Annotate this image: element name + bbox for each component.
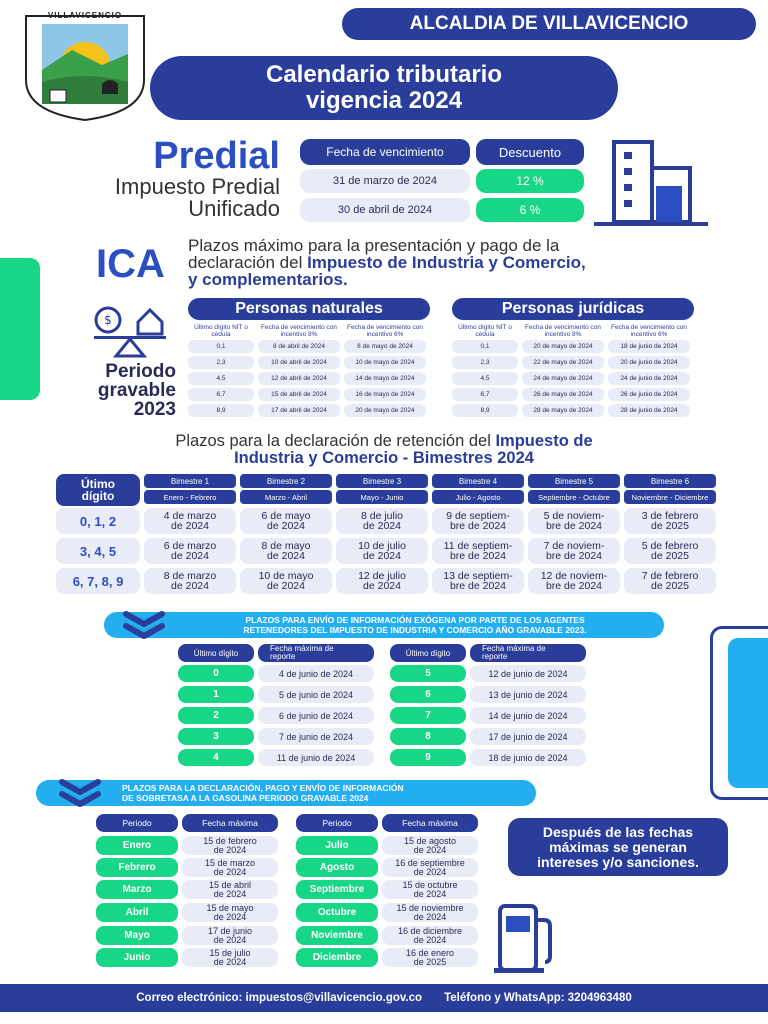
balance-icon (90, 302, 170, 358)
naturales-row-1-cell-3: 8 de mayo de 2024 (344, 340, 426, 353)
retencion-date-line1: 7 de noviem- (543, 540, 605, 552)
sobretasa-left-row-6-period: Junio (96, 948, 178, 967)
retencion-date-line2: de 2025 (651, 520, 689, 532)
exogena-left-row-1-date: 4 de junio de 2024 (258, 665, 374, 682)
ica-description (188, 237, 708, 288)
exogena-left-row-3-date: 6 de junio de 2024 (258, 707, 374, 724)
exogena-left-row-4-date: 7 de junio de 2024 (258, 728, 374, 745)
ica-desc-line2 (188, 254, 708, 271)
sobretasa-date-line2: de 2025 (413, 956, 447, 967)
exogena-right-row-2-date: 13 de junio de 2024 (470, 686, 586, 703)
ica-period-3: 2023 (133, 399, 176, 420)
sobretasa-right-row-4-period: Octubre (296, 903, 378, 922)
exogena-right-row-4-digit: 8 (390, 728, 466, 745)
ica-title: ICA (96, 242, 165, 286)
predial-col-discount-label: Descuento (498, 144, 562, 160)
retencion-date-line2: de 2024 (267, 550, 305, 562)
sobretasa-date-line2: de 2024 (213, 844, 247, 855)
sobretasa-left-col-date: Fecha máxima (182, 814, 278, 832)
retencion-row-2-date-1 (144, 538, 236, 564)
seal-text: VILLAVICENCIO (47, 11, 123, 20)
retencion-row-1-date-3 (336, 508, 428, 534)
sobretasa-banner-line1: PLAZOS PARA LA DECLARACIÓN, PAGO Y ENVÍO DE INFORMACIÓN (122, 783, 404, 793)
ica-desc-line1: Plazos máximo para la presentación y pago de la (188, 236, 560, 255)
sobretasa-date-line1: 16 de diciembre (397, 925, 463, 936)
naturales-row-5-cell-2: 17 de abril de 2024 (258, 404, 340, 417)
retencion-date-line2: de 2024 (171, 520, 209, 532)
notice-line2: máximas se generan (549, 838, 687, 855)
retencion-date-line2: bre de 2024 (545, 520, 603, 532)
juridicas-title-text: Personas jurídicas (501, 300, 645, 317)
sobretasa-date-line2: de 2024 (213, 956, 247, 967)
sobretasa-right-col-date: Fecha máxima (382, 814, 478, 832)
title-line1: Calendario tributario (265, 61, 503, 88)
naturales-row-3-cell-3: 14 de mayo de 2024 (344, 372, 426, 385)
sobretasa-right-row-3-date (382, 880, 478, 899)
exogena-banner-line1: PLAZOS PARA ENVÍO DE INFORMACIÓN EXÓGENA POR PARTE DE LOS AGENTES (245, 615, 585, 625)
bimestre-3-months: Mayo - Junio (336, 490, 428, 504)
retencion-title (60, 433, 708, 467)
sobretasa-date-line2: de 2024 (413, 866, 447, 877)
sobretasa-left-row-5-period: Mayo (96, 926, 178, 945)
exogena-right-row-1-date: 12 de junio de 2024 (470, 665, 586, 682)
retencion-row-1-date-2 (240, 508, 332, 534)
retencion-title-a: Plazos para la declaración de retención del (175, 432, 496, 450)
sobretasa-date-line1: 16 de enero (405, 947, 455, 958)
naturales-header-2: Fecha de vencimiento con incentivo 8% (261, 324, 337, 338)
juridicas-header-2: Fecha de vencimiento con incentivo 8% (525, 324, 601, 338)
exogena-right-row-3-date: 14 de junio de 2024 (470, 707, 586, 724)
juridicas-title (452, 298, 694, 320)
exogena-right-col-date-1: Fecha máxima de (482, 644, 546, 653)
title-line2: vigencia 2024 (305, 87, 463, 114)
retencion-date-line1: 10 de julio (358, 540, 406, 552)
bimestre-4-name: Bimestre 4 (432, 474, 524, 488)
right-accent-outline (710, 626, 768, 800)
bimestre-6-name: Bimestre 6 (624, 474, 716, 488)
chevron-down-icon (56, 778, 104, 808)
ica-period-1: Periodo (105, 361, 176, 382)
sobretasa-date-line2: de 2024 (213, 911, 247, 922)
footer-bar (0, 984, 768, 1012)
retencion-row-3-date-6 (624, 568, 716, 594)
sobretasa-right-row-6-date (382, 948, 478, 967)
ica-desc-line2-a: declaración del (188, 253, 308, 272)
city-seal (22, 10, 148, 122)
juridicas-row-3-cell-3: 24 de junio de 2024 (608, 372, 690, 385)
footer-email[interactable]: Correo electrónico: impuestos@villavicencio.gov.co (136, 992, 423, 1004)
sobretasa-right-row-1-date (382, 836, 478, 855)
retencion-date-line1: 5 de febrero (641, 540, 699, 552)
naturales-row-4-cell-2: 15 de abril de 2024 (258, 388, 340, 401)
exogena-left-row-1-digit: 0 (178, 665, 254, 682)
retencion-row-3-digits: 6, 7, 8, 9 (56, 568, 140, 594)
sobretasa-date-line1: 15 de mayo (206, 902, 254, 913)
title-banner (150, 56, 618, 120)
retencion-date-line2: bre de 2024 (449, 550, 507, 562)
sobretasa-date-line2: de 2024 (213, 866, 247, 877)
retencion-row-3-date-2 (240, 568, 332, 594)
sobretasa-right-row-2-date (382, 858, 478, 877)
exogena-banner (104, 612, 664, 638)
exogena-right-row-5-digit: 9 (390, 749, 466, 766)
ica-period (60, 362, 176, 419)
naturales-row-2-cell-1: 2,3 (188, 356, 254, 369)
retencion-date-line1: 6 de mayo (261, 510, 311, 522)
juridicas-header-1: Último dígito NIT o cédula (458, 324, 512, 338)
juridicas-row-3-cell-2: 24 de mayo de 2024 (522, 372, 604, 385)
exogena-right-row-3-digit: 7 (390, 707, 466, 724)
sobretasa-left-row-2-period: Febrero (96, 858, 178, 877)
juridicas-row-5-cell-3: 28 de junio de 2024 (608, 404, 690, 417)
sobretasa-left-row-1-period: Enero (96, 836, 178, 855)
naturales-row-1-cell-2: 8 de abril de 2024 (258, 340, 340, 353)
juridicas-header-3: Fecha de vencimiento con incentivo 6% (611, 324, 687, 338)
retencion-date-line1: 3 de febrero (641, 510, 699, 522)
retencion-row-1-date-6 (624, 508, 716, 534)
retencion-date-line1: 4 de marzo (163, 510, 217, 522)
sobretasa-date-line1: 17 de junio (207, 925, 253, 936)
retencion-date-line1: 8 de mayo (261, 540, 311, 552)
fuel-pump-icon (492, 900, 562, 976)
notice-line3: intereses y/o sanciones. (537, 853, 699, 870)
ica-desc-line2-b: Impuesto de Industria y Comercio, (307, 253, 586, 272)
bimestre-2-name: Bimestre 2 (240, 474, 332, 488)
predial-subtitle-1: Impuesto Predial (114, 174, 280, 199)
entity-banner (342, 8, 756, 40)
building-icon (592, 136, 710, 228)
retencion-row-1-date-1 (144, 508, 236, 534)
retencion-digit-header (56, 474, 140, 506)
naturales-row-4-cell-1: 6,7 (188, 388, 254, 401)
retencion-date-line2: bre de 2024 (449, 580, 507, 592)
exogena-left-row-5-date: 11 de junio de 2024 (258, 749, 374, 766)
sobretasa-left-row-4-date (182, 903, 278, 922)
juridicas-row-4-cell-2: 26 de mayo de 2024 (522, 388, 604, 401)
exogena-right-row-5-date: 18 de junio de 2024 (470, 749, 586, 766)
retencion-row-2-date-2 (240, 538, 332, 564)
retencion-row-1-date-5 (528, 508, 620, 534)
svg-text:$: $ (104, 313, 112, 327)
retencion-row-2-date-6 (624, 538, 716, 564)
retencion-row-3-date-5 (528, 568, 620, 594)
retencion-row-1-digits: 0, 1, 2 (56, 508, 140, 534)
retencion-date-line2: de 2024 (267, 580, 305, 592)
juridicas-row-4-cell-3: 26 de junio de 2024 (608, 388, 690, 401)
naturales-header-3: Fecha de vencimiento con incentivo 6% (347, 324, 423, 338)
sobretasa-left-row-1-date (182, 836, 278, 855)
retencion-row-2-date-3 (336, 538, 428, 564)
exogena-right-row-1-digit: 5 (390, 665, 466, 682)
naturales-row-5-cell-1: 8,9 (188, 404, 254, 417)
sobretasa-left-row-5-date (182, 926, 278, 945)
bimestre-5-name: Bimestre 5 (528, 474, 620, 488)
naturales-row-3-cell-2: 12 de abril de 2024 (258, 372, 340, 385)
bimestre-2-months: Marzo - Abril (240, 490, 332, 504)
sobretasa-date-line2: de 2024 (413, 888, 447, 899)
sobretasa-left-row-6-date (182, 948, 278, 967)
predial-heading (40, 136, 280, 220)
naturales-title (188, 298, 430, 320)
retencion-date-line1: 10 de mayo (258, 570, 314, 582)
retencion-date-line1: 8 de marzo (163, 570, 217, 582)
notice-line1: Después de las fechas (542, 823, 694, 840)
ica-desc-line3: y complementarios. (188, 270, 348, 289)
retencion-date-line1: 9 de septiem- (446, 510, 510, 522)
naturales-header-1: Último dígito NIT o cédula (194, 324, 248, 338)
sobretasa-right-row-6-period: Diciembre (296, 948, 378, 967)
chevron-down-icon (120, 610, 168, 640)
sobretasa-right-row-2-period: Agosto (296, 858, 378, 877)
sobretasa-date-line1: 15 de noviembre (396, 902, 464, 913)
predial-row-1-discount-text: 12 % (516, 174, 544, 188)
retencion-date-line2: de 2025 (651, 580, 689, 592)
sobretasa-right-row-5-date (382, 926, 478, 945)
retencion-date-line1: 13 de septiem- (443, 570, 513, 582)
retencion-date-line2: de 2024 (171, 550, 209, 562)
exogena-left-row-4-digit: 3 (178, 728, 254, 745)
entity-name: ALCALDIA DE VILLAVICENCIO (409, 13, 689, 34)
naturales-row-2-cell-2: 10 de abril de 2024 (258, 356, 340, 369)
predial-row-2-date (300, 198, 470, 222)
juridicas-row-4-cell-1: 6,7 (452, 388, 518, 401)
sobretasa-right-col-period: Periodo (296, 814, 378, 832)
retencion-row-1-date-4 (432, 508, 524, 534)
sobretasa-date-line2: de 2024 (213, 934, 247, 945)
exogena-right-col-date-2: reporte (482, 652, 508, 661)
predial-row-2-date-text: 30 de abril de 2024 (337, 204, 433, 216)
retencion-date-line1: 8 de julio (360, 510, 404, 522)
predial-title: Predial (153, 135, 280, 177)
exogena-right-col-date (470, 644, 586, 662)
retencion-title-line2: Industria y Comercio - Bimestres 2024 (234, 449, 534, 467)
sobretasa-date-line1: 15 de febrero (203, 835, 257, 846)
predial-row-1-date-text: 31 de marzo de 2024 (333, 175, 437, 187)
exogena-right-row-4-date: 17 de junio de 2024 (470, 728, 586, 745)
sobretasa-date-line2: de 2024 (213, 888, 247, 899)
juridicas-row-5-cell-2: 28 de mayo de 2024 (522, 404, 604, 417)
sobretasa-right-row-4-date (382, 903, 478, 922)
naturales-title-text: Personas naturales (235, 300, 383, 317)
retencion-title-b: Impuesto de (495, 432, 593, 450)
retencion-digit-header-2: dígito (81, 489, 115, 503)
juridicas-row-1-cell-2: 20 de mayo de 2024 (522, 340, 604, 353)
sobretasa-right-row-1-period: Julio (296, 836, 378, 855)
left-accent-bar (0, 258, 40, 400)
exogena-left-col-date-2: reporte (270, 652, 296, 661)
bimestre-1-name: Bimestre 1 (144, 474, 236, 488)
predial-row-1-discount (476, 169, 584, 193)
sobretasa-date-line1: 15 de julio (209, 947, 251, 958)
sobretasa-date-line2: de 2024 (413, 844, 447, 855)
retencion-date-line2: bre de 2024 (545, 580, 603, 592)
predial-col-date-label: Fecha de vencimiento (326, 145, 444, 159)
naturales-row-4-cell-3: 16 de mayo de 2024 (344, 388, 426, 401)
predial-col-date (300, 139, 470, 165)
juridicas-row-5-cell-1: 8,9 (452, 404, 518, 417)
sobretasa-date-line1: 15 de marzo (204, 857, 256, 868)
sobretasa-date-line1: 15 de abril (208, 879, 252, 890)
naturales-row-3-cell-1: 4,5 (188, 372, 254, 385)
bimestre-4-months: Julio - Agosto (432, 490, 524, 504)
exogena-left-col-date (258, 644, 374, 662)
retencion-date-line2: de 2024 (363, 520, 401, 532)
sobretasa-date-line1: 15 de octubre (402, 879, 458, 890)
naturales-row-5-cell-3: 20 de mayo de 2024 (344, 404, 426, 417)
juridicas-row-1-cell-3: 18 de junio de 2024 (608, 340, 690, 353)
exogena-left-row-2-date: 5 de junio de 2024 (258, 686, 374, 703)
predial-col-discount (476, 139, 584, 165)
sobretasa-date-line1: 16 de septiembre (395, 857, 465, 868)
retencion-row-3-date-3 (336, 568, 428, 594)
sobretasa-left-row-3-period: Marzo (96, 880, 178, 899)
juridicas-row-3-cell-1: 4,5 (452, 372, 518, 385)
sobretasa-banner (36, 780, 536, 806)
retencion-digit-header-1: Útimo (81, 477, 115, 491)
predial-subtitle-2: Unificado (188, 196, 280, 221)
retencion-date-line2: de 2024 (363, 550, 401, 562)
retencion-date-line2: de 2024 (171, 580, 209, 592)
retencion-date-line2: de 2024 (267, 520, 305, 532)
exogena-left-col-digit: Último dígito (178, 644, 254, 662)
exogena-left-row-2-digit: 1 (178, 686, 254, 703)
retencion-row-2-digits: 3, 4, 5 (56, 538, 140, 564)
retencion-row-2-date-4 (432, 538, 524, 564)
predial-row-2-discount (476, 198, 584, 222)
retencion-row-2-date-5 (528, 538, 620, 564)
exogena-banner-line2: RETENEDORES DEL IMPUESTO DE INDUSTRIA Y COMERCIO AÑO GRAVABLE 2023. (243, 625, 587, 635)
bimestre-3-name: Bimestre 3 (336, 474, 428, 488)
retencion-date-line1: 6 de marzo (163, 540, 217, 552)
ica-period-2: gravable (97, 380, 176, 401)
retencion-title-line1 (60, 433, 708, 450)
sobretasa-right-row-5-period: Noviembre (296, 926, 378, 945)
exogena-left-row-3-digit: 2 (178, 707, 254, 724)
juridicas-row-2-cell-3: 20 de junio de 2024 (608, 356, 690, 369)
sanctions-notice (508, 818, 728, 876)
juridicas-row-2-cell-1: 2,3 (452, 356, 518, 369)
sobretasa-left-row-2-date (182, 858, 278, 877)
retencion-row-3-date-4 (432, 568, 524, 594)
sobretasa-date-line1: 15 de agosto (403, 835, 457, 846)
exogena-right-col-digit: Último dígito (390, 644, 466, 662)
retencion-date-line1: 7 de febrero (641, 570, 699, 582)
retencion-date-line2: bre de 2024 (545, 550, 603, 562)
retencion-row-3-date-1 (144, 568, 236, 594)
sobretasa-date-line2: de 2024 (413, 911, 447, 922)
sobretasa-date-line2: de 2024 (413, 934, 447, 945)
exogena-left-row-5-digit: 4 (178, 749, 254, 766)
footer-phone[interactable]: Teléfono y WhatsApp: 3204963480 (444, 992, 632, 1004)
juridicas-row-2-cell-2: 22 de mayo de 2024 (522, 356, 604, 369)
retencion-date-line1: 5 de noviem- (543, 510, 605, 522)
sobretasa-left-row-4-period: Abril (96, 903, 178, 922)
exogena-left-col-date-1: Fecha máxima de (270, 644, 334, 653)
retencion-date-line2: de 2025 (651, 550, 689, 562)
bimestre-5-months: Septiembre - Octubre (528, 490, 620, 504)
sobretasa-right-row-3-period: Septiembre (296, 880, 378, 899)
juridicas-row-1-cell-1: 0,1 (452, 340, 518, 353)
naturales-row-1-cell-1: 0,1 (188, 340, 254, 353)
predial-row-2-discount-text: 6 % (519, 203, 541, 217)
bimestre-6-months: Noviembre - Diciembre (624, 490, 716, 504)
naturales-row-2-cell-3: 10 de mayo de 2024 (344, 356, 426, 369)
exogena-right-row-2-digit: 6 (390, 686, 466, 703)
sobretasa-left-row-3-date (182, 880, 278, 899)
retencion-date-line2: de 2024 (363, 580, 401, 592)
retencion-date-line1: 11 de septiem- (443, 540, 513, 552)
sobretasa-banner-line2: DE SOBRETASA A LA GASOLINA PERIODO GRAVABLE 2024 (122, 793, 369, 803)
sobretasa-left-col-period: Periodo (96, 814, 178, 832)
retencion-date-line1: 12 de noviem- (540, 570, 608, 582)
predial-row-1-date (300, 169, 470, 193)
retencion-date-line2: bre de 2024 (449, 520, 507, 532)
retencion-date-line1: 12 de julio (358, 570, 406, 582)
bimestre-1-months: Enero - Febrero (144, 490, 236, 504)
